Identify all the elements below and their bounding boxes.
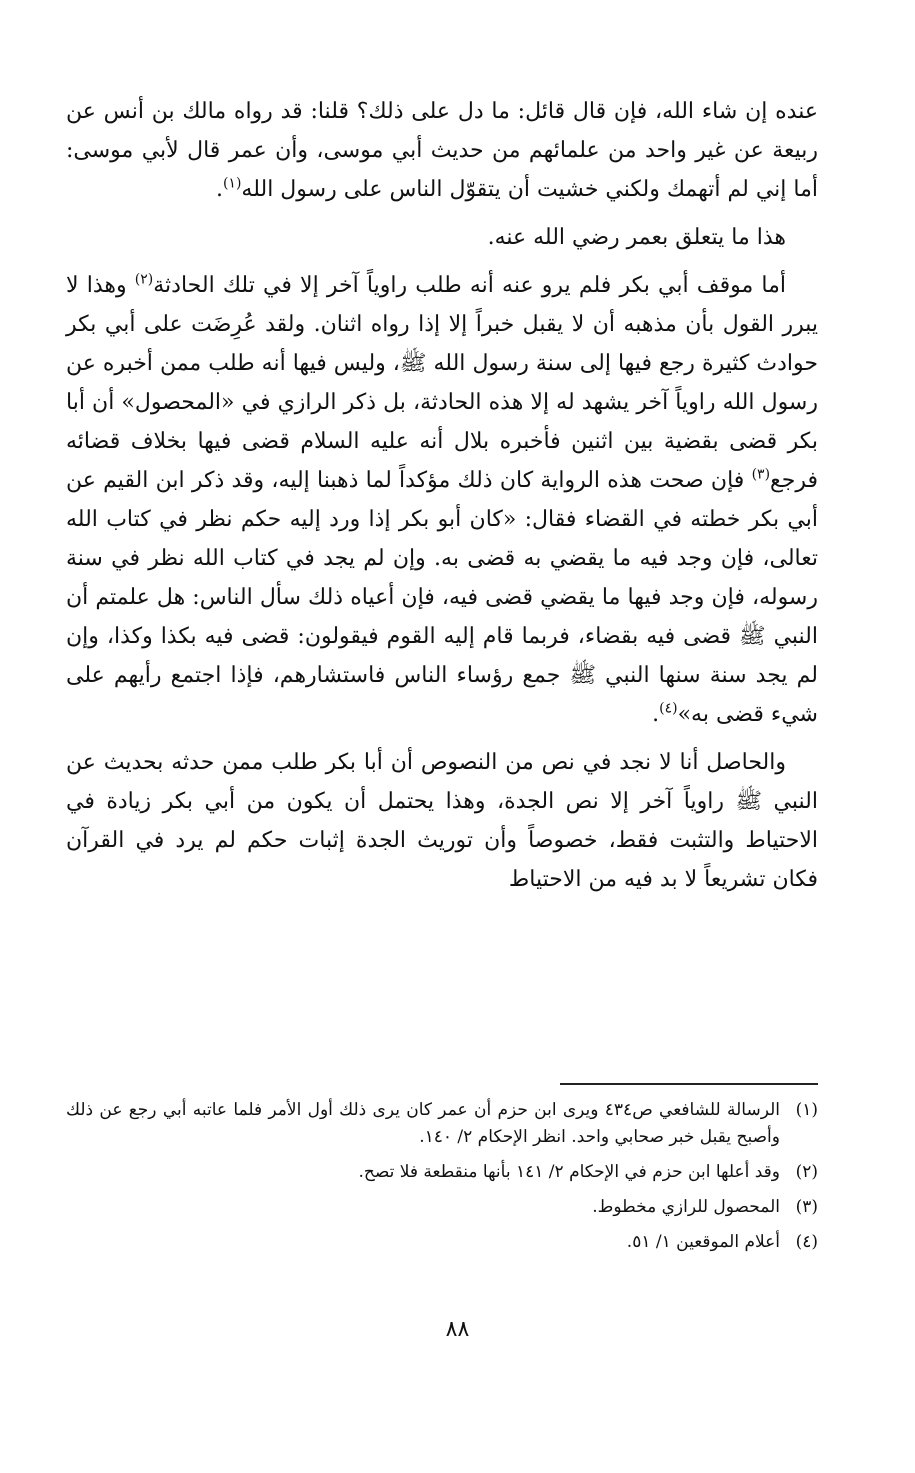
footnote-ref-4: (٤) bbox=[659, 700, 678, 717]
footnote-ref-3: (٣) bbox=[751, 466, 771, 483]
footnote-number: (٢) bbox=[795, 1162, 818, 1182]
footnote-2 bbox=[66, 1159, 818, 1186]
paragraph-3-text-b: وهذا لا يبرر القول بأن مذهبه أن لا يقبل خبراً إلا إذا رواه اثنان. ولقد عُرِضَت على أبي بكر حوادث كثيرة رجع فيها إلى سنة رسول الله ﷺ، وليس فيها أنه طلب ممن أخبره عن رسول الله راوياً آخر يشهد له إلا هذه الحادثة، بل ذكر الرازي في «المحصول» أن أبا بكر قضى بقضية بين اثنين فأخبره بلال أنه عليه السلام قضى فيها بخلاف قضائه فرجع bbox=[66, 273, 818, 493]
footnote-3 bbox=[66, 1194, 818, 1221]
footnote-ref-2: (٢) bbox=[134, 271, 154, 288]
footnote-number: (٣) bbox=[795, 1197, 818, 1217]
footnote-4 bbox=[66, 1229, 818, 1256]
paragraph-3-text-a: أما موقف أبي بكر فلم يرو عنه أنه طلب راوياً آخر إلا في تلك الحادثة bbox=[153, 273, 787, 298]
footnote-1 bbox=[66, 1097, 818, 1151]
paragraph-3 bbox=[66, 266, 818, 734]
footnote-text: وقد أعلها ابن حزم في الإحكام ٢/ ١٤١ بأنها منقطعة فلا تصح. bbox=[358, 1162, 780, 1182]
paragraph-1 bbox=[66, 92, 818, 209]
footnote-number: (٤) bbox=[795, 1232, 818, 1252]
paragraph-3-text-c: فإن صحت هذه الرواية كان ذلك مؤكداً لما ذهبنا إليه، وقد ذكر ابن القيم عن أبي بكر خطته في القضاء فقال: «كان أبو بكر إذا ورد إليه حكم نظر في كتاب الله تعالى، فإن وجد فيه ما يقضي به قضى به. وإن لم يجد في كتاب الله نظر في سنة رسوله، فإن وجد فيها ما يقضي قضى فيه، فإن أعياه ذلك سأل الناس: هل علمتم أن النبي ﷺ قضى فيه بقضاء، فربما قام إليه القوم فيقولون: قضى فيه بكذا وكذا، وإن لم يجد سنة سنها النبي ﷺ جمع رؤساء الناس فاستشارهم، فإذا اجتمع رأيهم على شيء قضى به» bbox=[66, 468, 818, 727]
paragraph-1-text: عنده إن شاء الله، فإن قال قائل: ما دل على ذلك؟ قلنا: قد رواه مالك بن أنس عن ربيعة عن غير واحد من علمائهم من حديث أبي موسى، وأن عمر قال لأبي موسى: أما إني لم أتهمك ولكني خشيت أن يتقوّل الناس على رسول الله bbox=[66, 99, 818, 202]
page-number: ٨٨ bbox=[445, 1317, 470, 1342]
footnote-number: (١) bbox=[795, 1100, 818, 1120]
paragraph-4: والحاصل أنا لا نجد في نص من النصوص أن أبا بكر طلب ممن حدثه بحديث عن النبي ﷺ راوياً آخر إلا نص الجدة، وهذا يحتمل أن يكون من أبي بكر زيادة في الاحتياط والتثبت فقط، خصوصاً وأن توريث الجدة إثبات حكم لم يرد في القرآن فكان تشريعاً لا بد فيه من الاحتياط bbox=[66, 750, 818, 892]
footnote-separator bbox=[560, 1083, 818, 1085]
footnotes bbox=[66, 1097, 818, 1264]
paragraph-2: هذا ما يتعلق بعمر رضي الله عنه. bbox=[487, 225, 786, 250]
footnote-text: المحصول للرازي مخطوط. bbox=[592, 1197, 780, 1217]
footnote-text: الرسالة للشافعي ص٤٣٤ ويرى ابن حزم أن عمر كان يرى ذلك أول الأمر فلما عاتبه أبي رجع عن ذلك وأصبح يقبل خبر صحابي واحد. انظر الإحكام ٢/ ١٤٠. bbox=[66, 1100, 780, 1147]
main-text bbox=[66, 92, 818, 899]
paragraph-1-end: . bbox=[215, 177, 223, 202]
footnote-ref-1: (١) bbox=[222, 175, 242, 192]
footnote-text: أعلام الموقعين ١/ ٥١. bbox=[626, 1232, 780, 1252]
paragraph-3-end: . bbox=[652, 702, 660, 727]
